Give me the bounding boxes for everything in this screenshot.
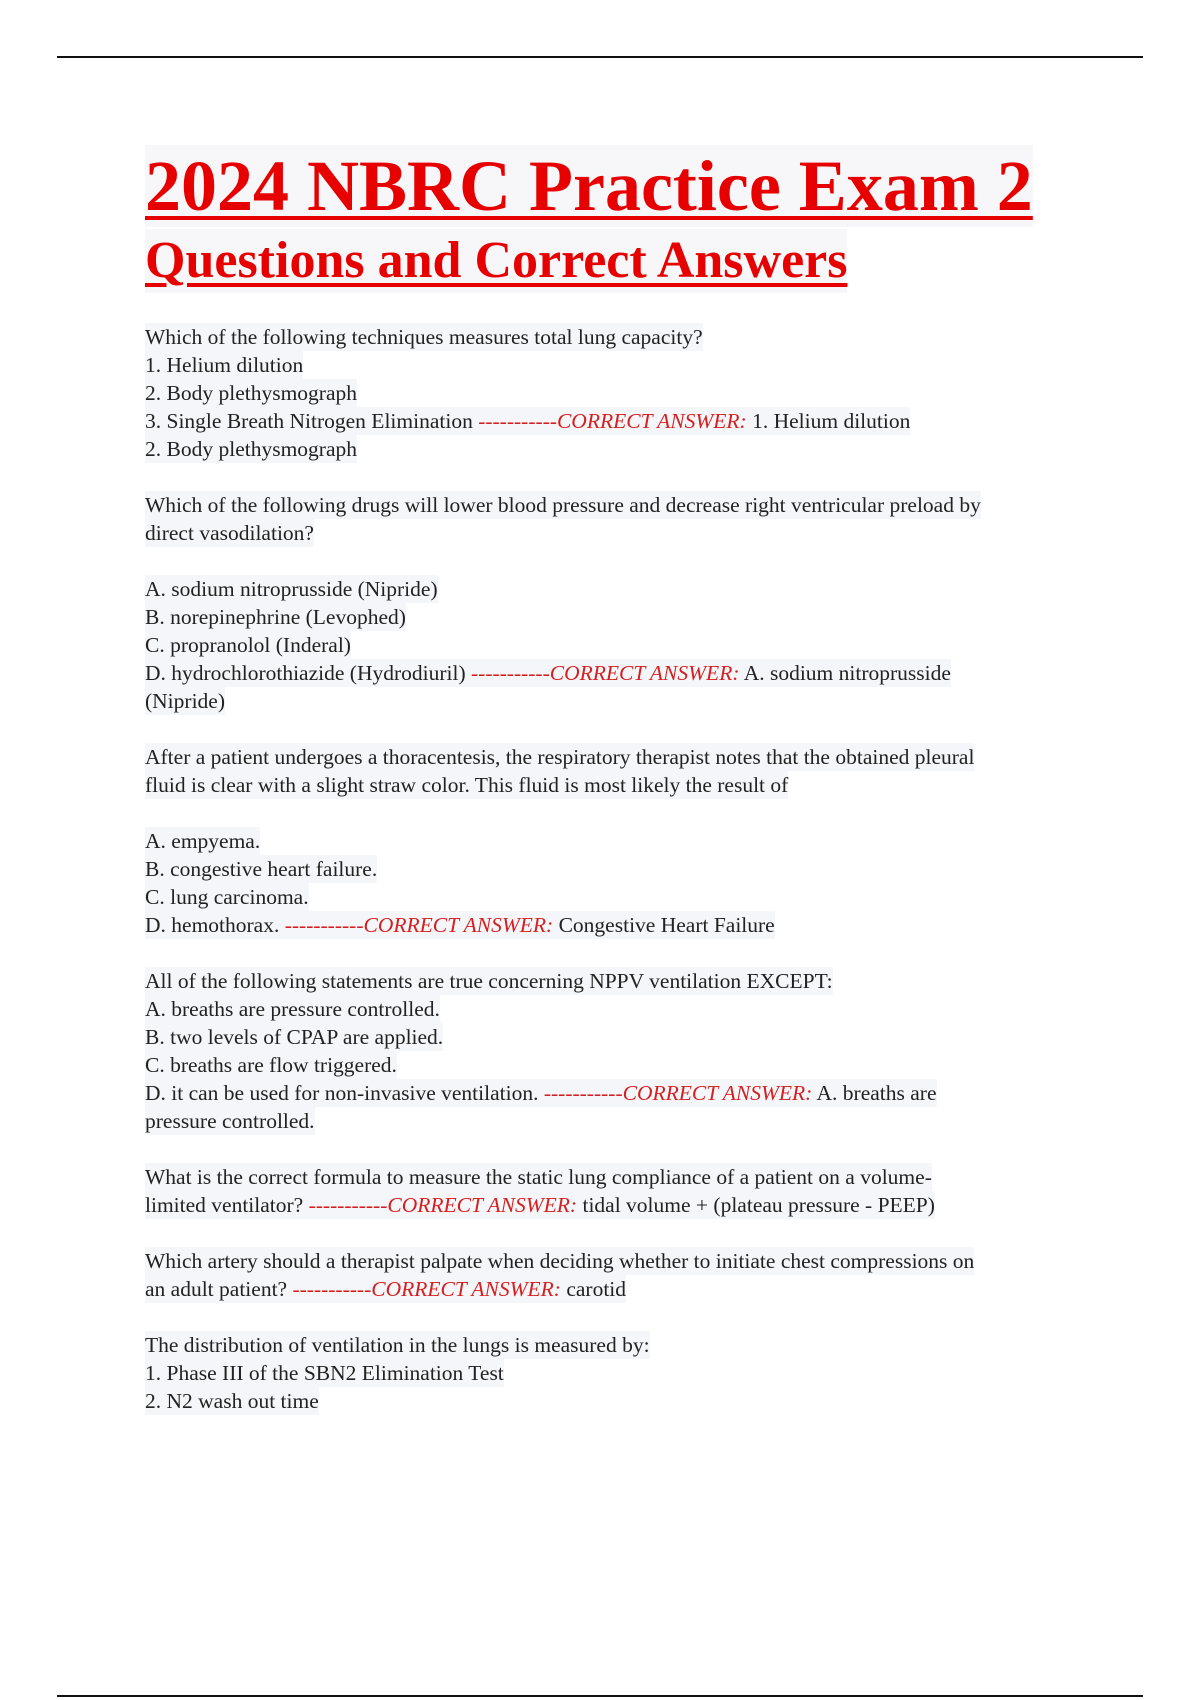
question-text-line: A. sodium nitroprusside (Nipride) bbox=[145, 577, 438, 601]
question-block bbox=[145, 323, 1085, 463]
top-rule bbox=[57, 56, 1143, 58]
correct-answer-label: CORRECT ANSWER: bbox=[371, 1277, 561, 1301]
question-text-line: 2. Body plethysmograph bbox=[145, 381, 357, 405]
question-text-line: B. norepinephrine (Levophed) bbox=[145, 605, 406, 629]
question-text-line: 1. Phase III of the SBN2 Elimination Test bbox=[145, 1361, 504, 1385]
question-block bbox=[145, 743, 1085, 939]
correct-answer-text: Congestive Heart Failure bbox=[553, 913, 775, 937]
question-block bbox=[145, 1331, 1085, 1415]
question-text-line: Which of the following techniques measures total lung capacity? bbox=[145, 325, 703, 349]
answer-dashes: ----------- bbox=[292, 1277, 372, 1301]
document-body bbox=[145, 145, 1085, 1415]
answer-continuation-line: pressure controlled. bbox=[145, 1109, 315, 1133]
title-line-2: Questions and Correct Answers bbox=[145, 229, 847, 293]
answer-line bbox=[145, 1079, 937, 1107]
answer-dashes: ----------- bbox=[471, 661, 550, 685]
question-list bbox=[145, 323, 1085, 1415]
question-text-line: 1. Helium dilution bbox=[145, 353, 304, 377]
answer-line bbox=[145, 1191, 935, 1219]
option-text: 3. Single Breath Nitrogen Elimination bbox=[145, 409, 479, 433]
correct-answer-label: CORRECT ANSWER: bbox=[363, 913, 554, 937]
option-text: limited ventilator? bbox=[145, 1193, 309, 1217]
question-block bbox=[145, 967, 1085, 1135]
question-block bbox=[145, 1163, 1085, 1219]
correct-answer-text: A. breaths are bbox=[812, 1081, 937, 1105]
answer-line bbox=[145, 1275, 626, 1303]
question-text-line: A. breaths are pressure controlled. bbox=[145, 997, 440, 1021]
question-text-line: C. lung carcinoma. bbox=[145, 885, 309, 909]
question-text-line: A. empyema. bbox=[145, 829, 261, 853]
title-line-1: 2024 NBRC Practice Exam 2 bbox=[145, 146, 1033, 226]
correct-answer-text: 1. Helium dilution bbox=[746, 409, 911, 433]
question-text-line: fluid is clear with a slight straw color. This fluid is most likely the result of bbox=[145, 773, 789, 797]
answer-dashes: ----------- bbox=[478, 409, 557, 433]
answer-dashes: ----------- bbox=[543, 1081, 623, 1105]
correct-answer-label: CORRECT ANSWER: bbox=[622, 1081, 813, 1105]
answer-continuation-line: 2. Body plethysmograph bbox=[145, 437, 357, 461]
question-text-line: All of the following statements are true concerning NPPV ventilation EXCEPT: bbox=[145, 969, 833, 993]
question-text-line: C. propranolol (Inderal) bbox=[145, 633, 351, 657]
correct-answer-label: CORRECT ANSWER: bbox=[556, 409, 747, 433]
question-block bbox=[145, 491, 1085, 715]
correct-answer-label: CORRECT ANSWER: bbox=[549, 661, 740, 685]
question-text-line: Which of the following drugs will lower blood pressure and decrease right ventricular preload by bbox=[145, 493, 981, 517]
answer-dashes: ----------- bbox=[284, 913, 364, 937]
bottom-rule bbox=[57, 1695, 1143, 1697]
answer-dashes: ----------- bbox=[308, 1193, 388, 1217]
question-text-line: B. two levels of CPAP are applied. bbox=[145, 1025, 444, 1049]
answer-line bbox=[145, 911, 775, 939]
question-text-line: Which artery should a therapist palpate when deciding whether to initiate chest compressions on bbox=[145, 1249, 975, 1273]
document-title bbox=[145, 145, 1085, 227]
answer-line bbox=[145, 659, 951, 687]
question-text-line: The distribution of ventilation in the lungs is measured by: bbox=[145, 1333, 650, 1357]
question-text-line: direct vasodilation? bbox=[145, 521, 314, 545]
correct-answer-text: carotid bbox=[560, 1277, 627, 1301]
correct-answer-text: tidal volume + (plateau pressure - PEEP) bbox=[577, 1193, 935, 1217]
question-text-line: What is the correct formula to measure the static lung compliance of a patient on a volume- bbox=[145, 1165, 932, 1189]
answer-line bbox=[145, 407, 910, 435]
question-text-line: 2. N2 wash out time bbox=[145, 1389, 319, 1413]
option-text: D. hemothorax. bbox=[145, 913, 285, 937]
option-text: an adult patient? bbox=[145, 1277, 293, 1301]
question-text-line: C. breaths are flow triggered. bbox=[145, 1053, 397, 1077]
option-text: D. it can be used for non-invasive ventilation. bbox=[145, 1081, 544, 1105]
answer-continuation-line: (Nipride) bbox=[145, 689, 225, 713]
question-block bbox=[145, 1247, 1085, 1303]
correct-answer-text: A. sodium nitroprusside bbox=[739, 661, 951, 685]
question-text-line: B. congestive heart failure. bbox=[145, 857, 378, 881]
question-text-line: After a patient undergoes a thoracentesis, the respiratory therapist notes that the obtained pleural bbox=[145, 745, 975, 769]
correct-answer-label: CORRECT ANSWER: bbox=[387, 1193, 578, 1217]
option-text: D. hydrochlorothiazide (Hydrodiuril) bbox=[145, 661, 471, 685]
